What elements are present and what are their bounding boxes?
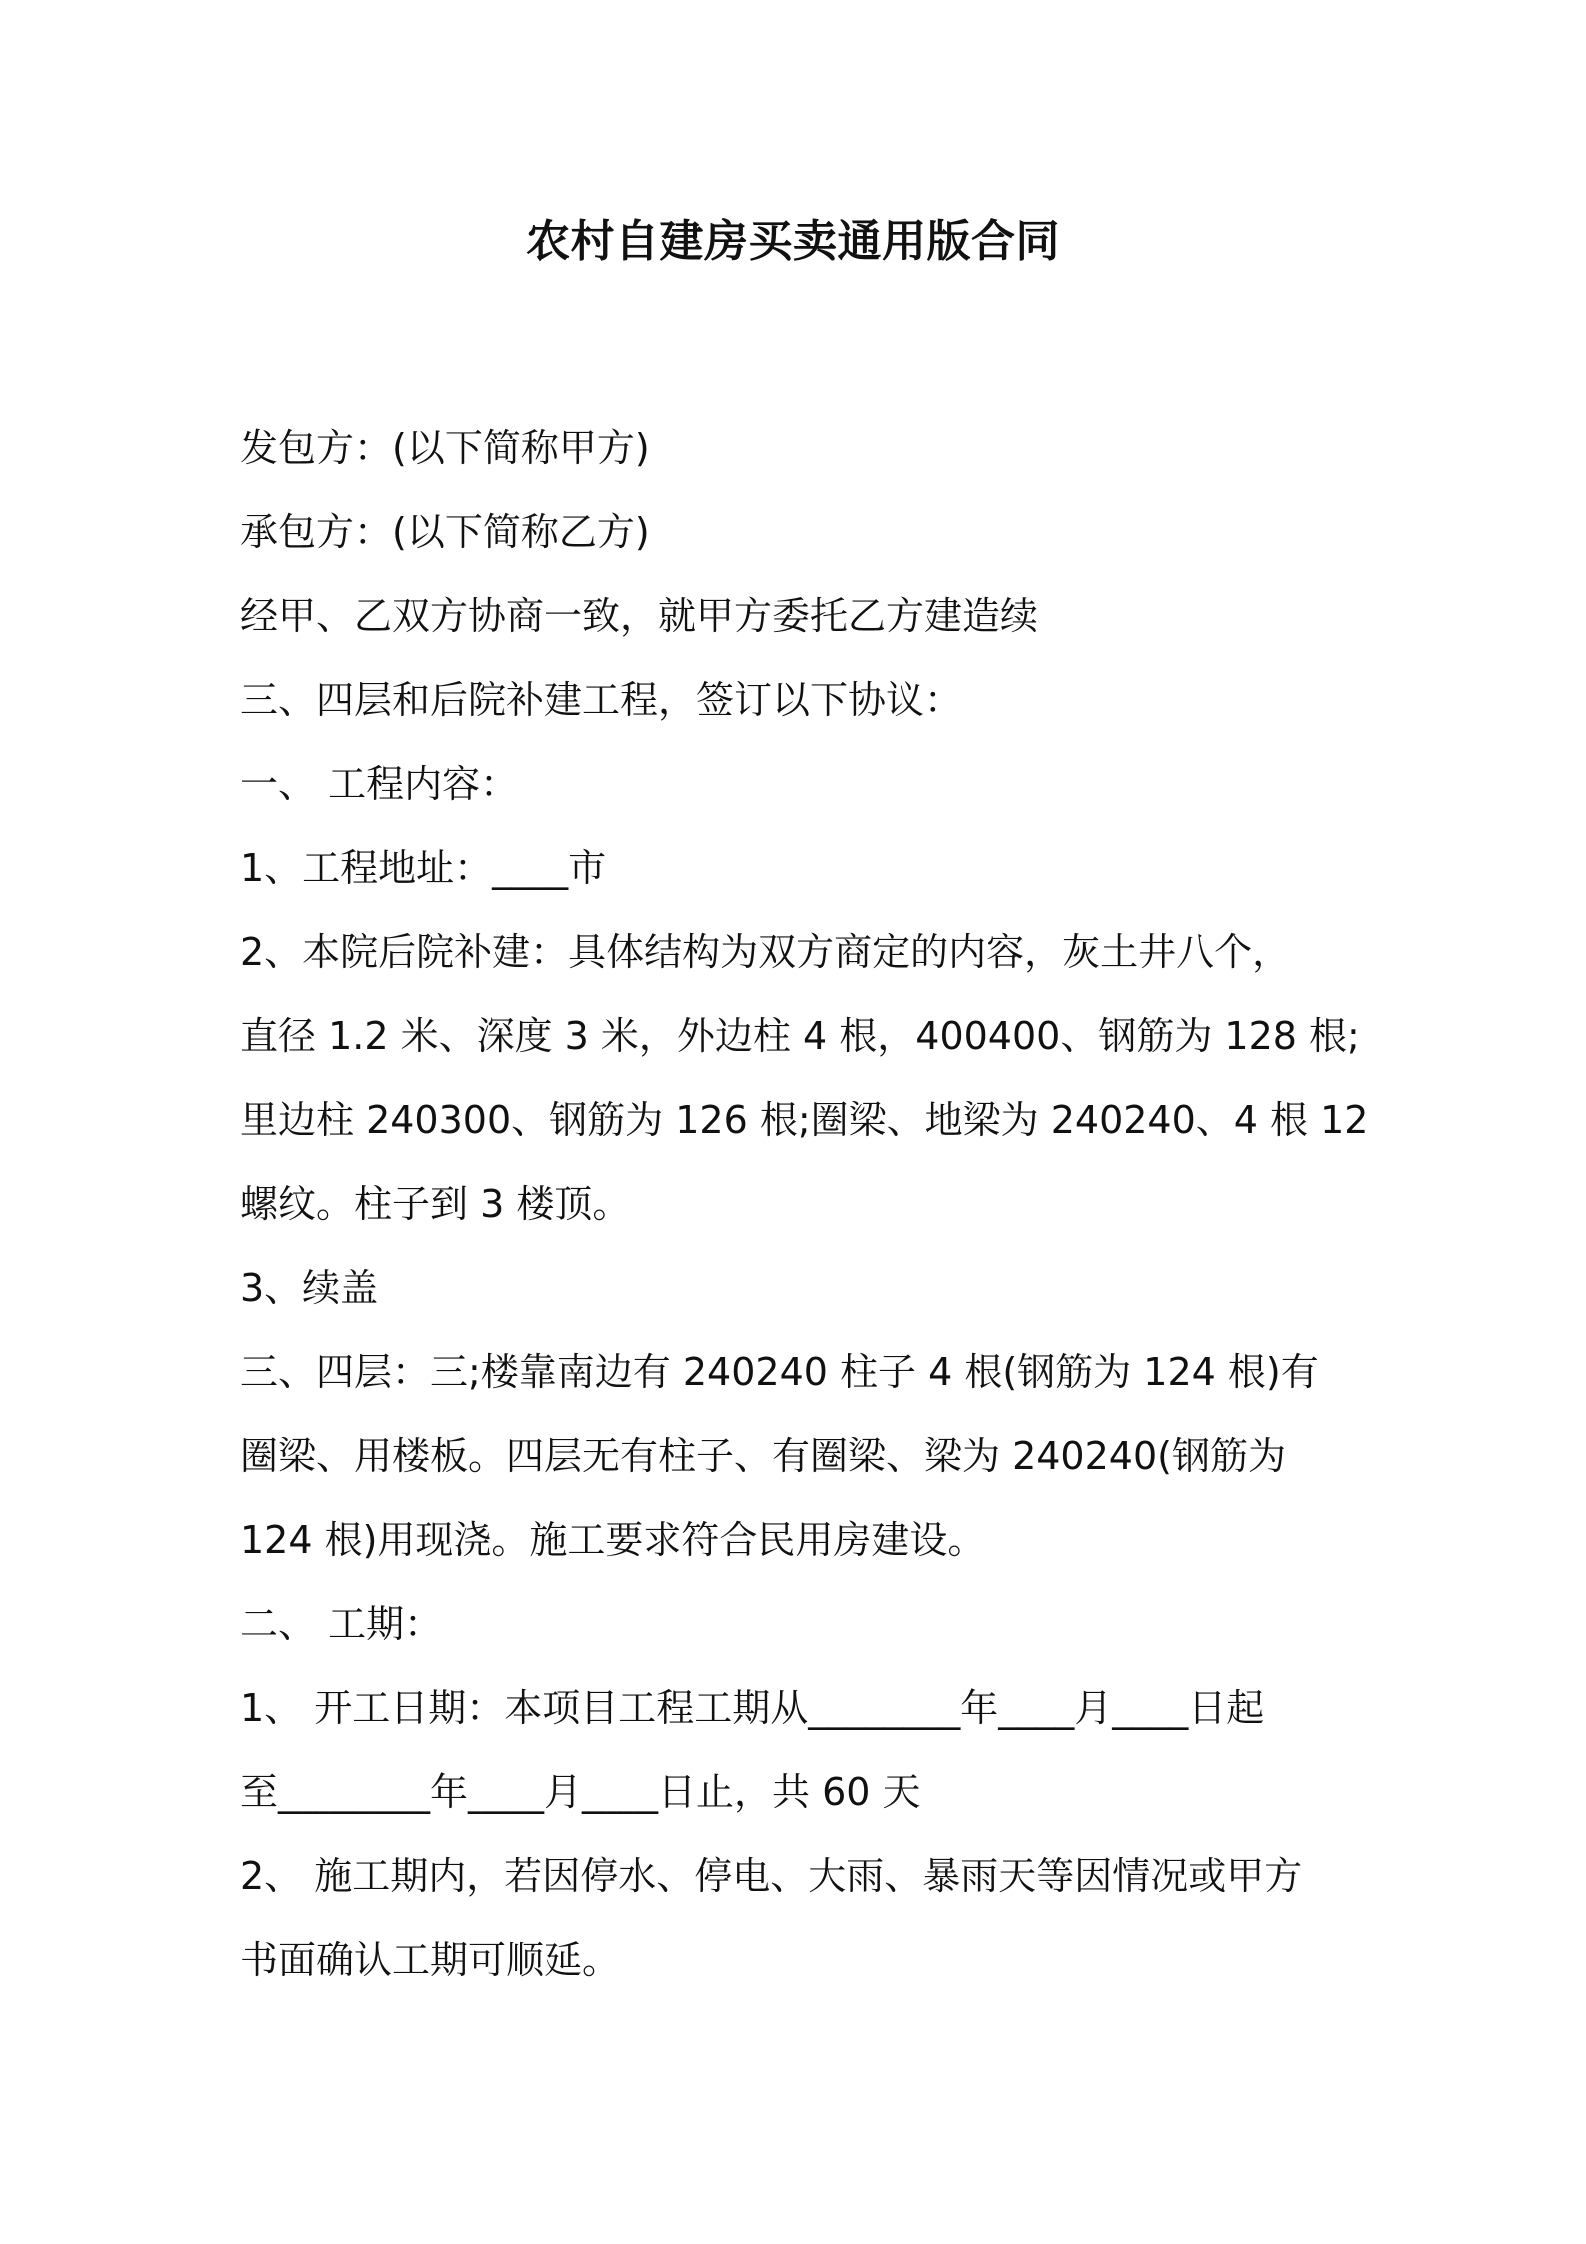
party-b-line: 承包方：(以下简称乙方) bbox=[240, 510, 650, 554]
clause-floors-line-2: 圈梁、用楼板。四层无有柱子、有圈梁、梁为 240240(钢筋为 bbox=[240, 1434, 1286, 1478]
clause-extension-line-2: 书面确认工期可顺延。 bbox=[240, 1938, 621, 1982]
clause-backyard-line-4: 螺纹。柱子到 3 楼顶。 bbox=[240, 1182, 631, 1226]
preamble-line-1: 经甲、乙双方协商一致，就甲方委托乙方建造续 bbox=[240, 594, 1039, 638]
party-a-line: 发包方：(以下简称甲方) bbox=[240, 426, 650, 470]
clause-continued-build: 3、续盖 bbox=[240, 1266, 379, 1310]
section-heading-schedule: 二、 工期： bbox=[240, 1602, 443, 1646]
clause-project-address: 1、工程地址：____市 bbox=[240, 846, 607, 890]
section-heading-work-content: 一、 工程内容： bbox=[240, 762, 519, 806]
clause-extension-line-1: 2、 施工期内，若因停水、停电、大雨、暴雨天等因情况或甲方 bbox=[240, 1854, 1303, 1898]
document-title: 农村自建房买卖通用版合同 bbox=[526, 216, 1060, 267]
clause-floors-line-3: 124 根)用现浇。施工要求符合民用房建设。 bbox=[240, 1518, 986, 1562]
clause-start-date-line-2: 至________年____月____日止，共 60 天 bbox=[240, 1770, 921, 1814]
clause-backyard-line-1: 2、本院后院补建：具体结构为双方商定的内容，灰土井八个， bbox=[240, 930, 1291, 974]
clause-backyard-line-2: 直径 1.2 米、深度 3 米，外边柱 4 根，400400、钢筋为 128 根; bbox=[240, 1014, 1360, 1058]
preamble-line-2: 三、四层和后院补建工程，签订以下协议： bbox=[240, 678, 963, 722]
clause-start-date-line-1: 1、 开工日期：本项目工程工期从________年____月____日起 bbox=[240, 1686, 1265, 1730]
clause-floors-line-1: 三、四层：三;楼靠南边有 240240 柱子 4 根(钢筋为 124 根)有 bbox=[240, 1350, 1319, 1394]
clause-backyard-line-3: 里边柱 240300、钢筋为 126 根;圈梁、地梁为 240240、4 根 12 bbox=[240, 1098, 1369, 1142]
document-body bbox=[240, 406, 1369, 2002]
